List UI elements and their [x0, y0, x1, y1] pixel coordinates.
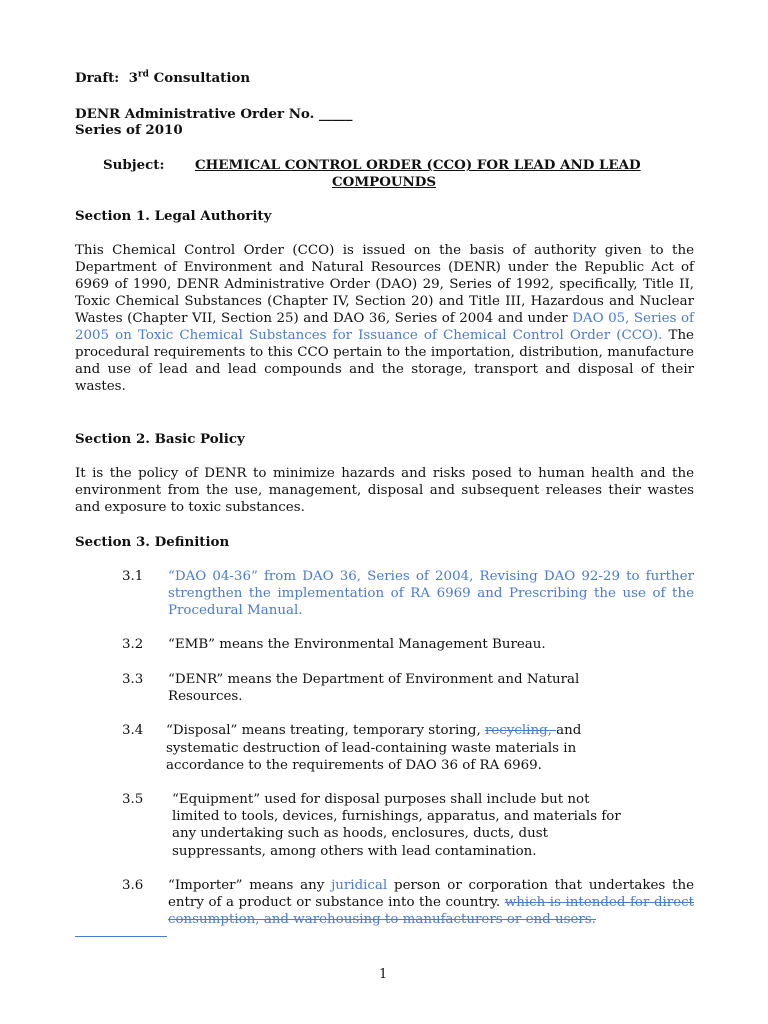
section1-text-revised: DAO 05, Series of 2005 on Toxic Chemical Substances for Issuance of Chemical Control Order (CCO). — [75, 311, 694, 343]
series-line: Series of 2010 — [75, 122, 183, 138]
definition-3-5-line: “Equipment” used for disposal purposes shall include but not — [172, 792, 590, 807]
definition-3-5-line: limited to tools, devices, furnishings, apparatus, and materials for — [172, 809, 621, 824]
definition-number: 3.2 — [122, 637, 144, 652]
definition-3-4-line1 — [166, 722, 581, 739]
section2-paragraph: It is the policy of DENR to minimize hazards and risks posed to human health and the environment from the use, management, disposal and subsequent releases their wastes and exposure to toxic substances. — [75, 466, 694, 515]
order-number-line: DENR Administrative Order No. _____ — [75, 106, 353, 122]
definition-3-6-revised: juridical — [331, 878, 388, 893]
consultation-number: 3 — [128, 70, 138, 86]
section3-heading: Section 3. Definition — [75, 534, 230, 550]
definition-3-3-line2: Resources. — [168, 689, 243, 704]
page-number: 1 — [379, 967, 388, 982]
definition-3-6-text-after: person or corporation that undertakes the entry of a product or substance into the country. — [168, 878, 694, 910]
definition-3-4-struck: recycling, — [484, 723, 557, 738]
section1-text-after: The procedural requirements to this CCO pertain to the importation, distribution, manufacture and use of lead and lead compounds and the storage, transport and disposal of their wastes. — [75, 328, 694, 394]
consultation-suffix: rd — [137, 69, 149, 80]
section1-text-before: This Chemical Control Order (CCO) is issued on the basis of authority given to the Department of Environment and Natural Resources (DENR) under the Republic Act of 6969 of 1990, DENR Administrative Order (DAO) 29, Series of 1992, specifically, Title II, Toxic Chemical Substances (Chapter IV, Section 20) and Title III, Hazardous and Nuclear Wastes (Chapter VII, Section 25) and DAO 36, Series of 2004 and under — [75, 243, 694, 326]
definition-number: 3.6 — [122, 878, 144, 893]
definition-3-6-text — [168, 877, 694, 928]
definition-3-4-line3: accordance to the requirements of DAO 36 of RA 6969. — [166, 758, 542, 773]
draft-word: Draft: — [75, 70, 120, 86]
subject-label: Subject: — [103, 157, 165, 173]
definition-number: 3.1 — [122, 569, 144, 584]
definition-3-3-line1: “DENR” means the Department of Environment and Natural — [168, 672, 580, 687]
definition-3-5-line: any undertaking such as hoods, enclosures, ducts, dust — [172, 826, 548, 841]
definition-3-4-text-after: and — [556, 723, 582, 738]
subject-title-line2: COMPOUNDS — [332, 174, 437, 190]
section1-heading: Section 1. Legal Authority — [75, 208, 272, 224]
definition-number: 3.5 — [122, 792, 144, 807]
definition-3-5-line: suppressants, among others with lead contamination. — [172, 844, 537, 859]
definition-3-6-text-before: “Importer” means any — [168, 878, 332, 893]
revision-underline — [75, 936, 167, 937]
definition-3-4-text-before: “Disposal” means treating, temporary storing, — [166, 723, 485, 738]
subject-title-line1: CHEMICAL CONTROL ORDER (CCO) FOR LEAD AND LEAD — [195, 157, 641, 173]
section2-heading: Section 2. Basic Policy — [75, 431, 245, 447]
draft-label — [75, 70, 250, 87]
definition-number: 3.4 — [122, 723, 144, 738]
definition-3-1-text: “DAO 04-36” from DAO 36, Series of 2004, Revising DAO 92-29 to further strengthen the implementation of RA 6969 and Prescribing the use of the Procedural Manual. — [168, 569, 694, 618]
consultation-word: Consultation — [153, 70, 251, 86]
definition-3-4-line2: systematic destruction of lead-containing waste materials in — [166, 741, 577, 756]
definition-3-2-text: “EMB” means the Environmental Management Bureau. — [168, 637, 546, 652]
definition-3-6-struck: which is intended for direct consumption, and warehousing to manufacturers or end users. — [168, 895, 694, 927]
definition-number: 3.3 — [122, 672, 144, 687]
section1-paragraph — [75, 242, 694, 395]
